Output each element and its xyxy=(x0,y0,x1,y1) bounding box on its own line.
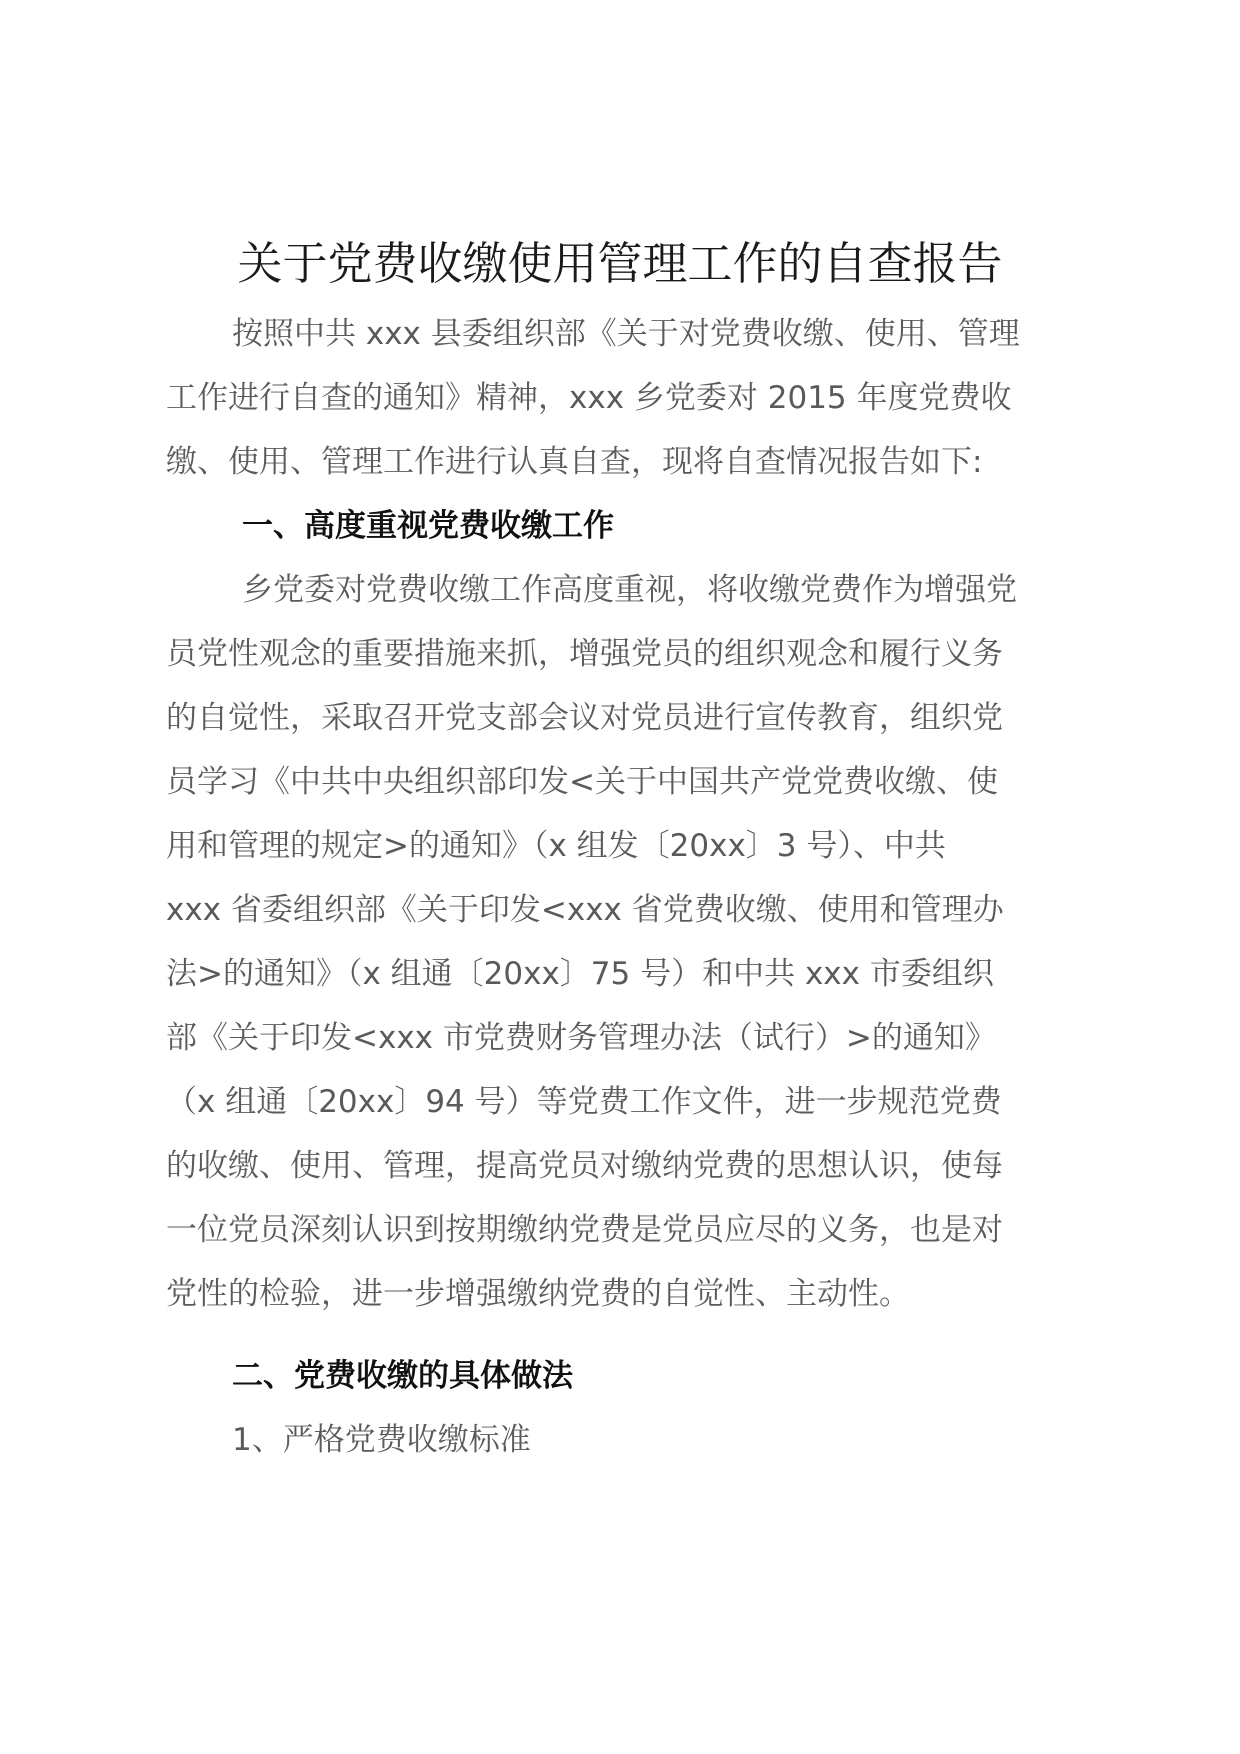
intro-line: 工作进行自查的通知》精神，xxx 乡党委对 2015 年度党费收 xyxy=(166,380,1012,416)
section1-line: （x 组通〔20xx〕94 号）等党费工作文件，进一步规范党费 xyxy=(166,1084,1002,1120)
section1-paragraph xyxy=(166,558,1082,1326)
section1-line: 用和管理的规定>的通知》（x 组发〔20xx〕3 号）、中共 xyxy=(166,828,946,864)
section-heading-1: 一、高度重视党费收缴工作 xyxy=(242,508,614,544)
section1-line: 法>的通知》（x 组通〔20xx〕75 号）和中共 xxx 市委组织 xyxy=(166,956,994,992)
section1-line: 的自觉性，采取召开党支部会议对党员进行宣传教育，组织党 xyxy=(166,700,1003,736)
intro-line: 缴、使用、管理工作进行认真自查，现将自查情况报告如下: xyxy=(166,444,983,480)
section1-line: 员党性观念的重要措施来抓，增强党员的组织观念和履行义务 xyxy=(166,636,1003,672)
section1-line: 一位党员深刻认识到按期缴纳党费是党员应尽的义务，也是对 xyxy=(166,1212,1003,1248)
document-title: 关于党费收缴使用管理工作的自查报告 xyxy=(237,237,1003,290)
intro-line: 按照中共 xxx 县委组织部《关于对党费收缴、使用、管理 xyxy=(232,316,1020,352)
section1-line: 的收缴、使用、管理，提高党员对缴纳党费的思想认识，使每 xyxy=(166,1148,1003,1184)
section1-line: xxx 省委组织部《关于印发<xxx 省党费收缴、使用和管理办 xyxy=(166,892,1004,928)
section1-line: 乡党委对党费收缴工作高度重视，将收缴党费作为增强党 xyxy=(242,572,1017,608)
section-heading-2: 二、党费收缴的具体做法 xyxy=(232,1358,573,1394)
intro-paragraph xyxy=(166,302,1082,494)
section1-line: 党性的检验，进一步增强缴纳党费的自觉性、主动性。 xyxy=(166,1276,910,1312)
section2-item-1: 1、严格党费收缴标准 xyxy=(232,1422,531,1458)
section1-line: 部《关于印发<xxx 市党费财务管理办法（试行）>的通知》 xyxy=(166,1020,996,1056)
section1-line: 员学习《中共中央组织部印发<关于中国共产党党费收缴、使 xyxy=(166,764,998,800)
